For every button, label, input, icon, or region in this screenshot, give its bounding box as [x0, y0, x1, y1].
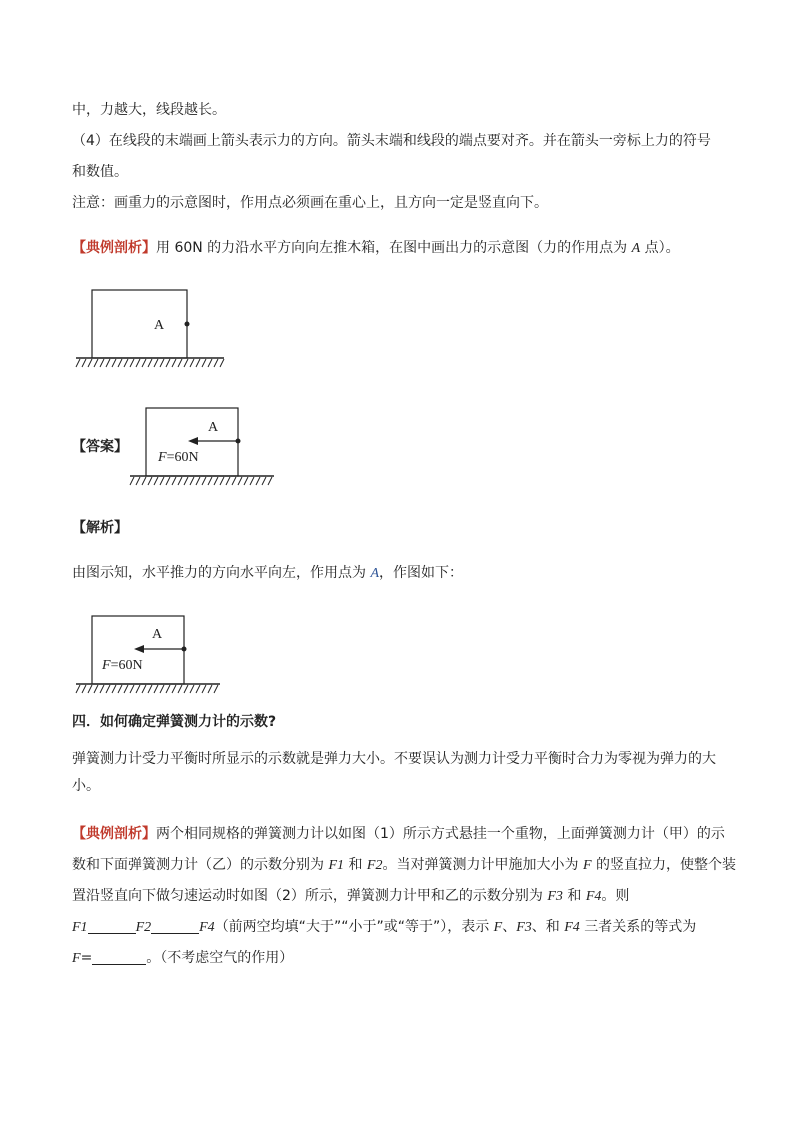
force-symbol: F — [102, 658, 111, 673]
symbol-F1: F1 — [72, 920, 88, 935]
text-line: （4）在线段的末端画上箭头表示力的方向。箭头末端和线段的端点要对齐。并在箭头一旁标上力的符号 — [72, 133, 711, 149]
symbol-F: F — [582, 858, 592, 873]
example-text: = — [80, 950, 93, 966]
example-text: 点）。 — [640, 240, 680, 256]
example-text: 。则 — [601, 888, 630, 904]
box-figure — [74, 285, 234, 375]
symbol-F: F — [72, 951, 81, 966]
symbol-F4: F4 — [564, 920, 580, 935]
symbol-F4: F4 — [199, 920, 215, 935]
example-text: 用 60N 的力沿水平方向向左推木箱，在图中画出力的示意图（力的作用点为 — [156, 240, 632, 256]
point-label: A — [152, 627, 163, 642]
note-line: 注意：画重力的示意图时，作用点必须画在重心上，且方向一定是竖直向下。 — [72, 195, 548, 211]
symbol-F1: F1 — [328, 858, 345, 873]
example-1-prompt — [72, 238, 680, 259]
analysis-label: 【解析】 — [72, 520, 128, 536]
example-text: 、和 — [531, 919, 565, 935]
analysis-text-a: 由图示知，水平推力的方向水平向左，作用点为 — [72, 565, 371, 581]
answer-blank[interactable] — [151, 919, 199, 934]
answer-blank[interactable] — [92, 950, 146, 965]
example-text: 和 — [562, 888, 586, 904]
point-label: A — [208, 420, 219, 435]
symbol-F3: F3 — [516, 920, 532, 935]
answer-figure — [128, 404, 278, 492]
example-tag: 【典例剖析】 — [72, 826, 156, 842]
section-heading: 四．如何确定弹簧测力计的示数? — [72, 714, 277, 730]
example-text: 数和下面弹簧测力计（乙）的示数分别为 — [72, 857, 329, 873]
example-2-line — [72, 917, 696, 938]
example-text: 。（不考虑空气的作用） — [146, 950, 294, 966]
force-value: =60N — [166, 450, 199, 465]
example-2-line — [72, 886, 629, 907]
symbol-F2: F2 — [135, 920, 152, 935]
answer-label: 【答案】 — [72, 439, 128, 455]
symbol-F: F — [493, 920, 503, 935]
symbol-F2: F2 — [366, 858, 383, 873]
force-symbol: F — [158, 450, 167, 465]
point-label: A — [154, 318, 165, 333]
example-tag: 【典例剖析】 — [72, 240, 156, 256]
point-symbol: A — [631, 241, 641, 256]
section-text: 弹簧测力计受力平衡时所显示的示数就是弹力大小。不要误认为测力计受力平衡时合力为零视为弹力的大 — [72, 751, 716, 767]
analysis-text-b: ，作图如下： — [379, 565, 464, 581]
example-2-line — [72, 824, 725, 844]
answer-blank[interactable] — [88, 919, 136, 934]
analysis-figure — [74, 612, 224, 700]
example-text: 三者关系的等式为 — [579, 919, 697, 935]
example-text: 的竖直拉力，使整个装 — [591, 857, 736, 873]
example-2-line — [72, 855, 736, 876]
example-text: 置沿竖直向下做匀速运动时如图（2）所示，弹簧测力计甲和乙的示数分别为 — [72, 888, 548, 904]
svg-text:F=60N — [101, 658, 143, 673]
text-line: 和数值。 — [72, 164, 128, 180]
section-text: 小。 — [72, 778, 100, 794]
point-symbol: A — [370, 566, 380, 581]
example-text: 。当对弹簧测力计甲施加大小为 — [382, 857, 583, 873]
symbol-F3: F3 — [547, 889, 563, 904]
example-text: 和 — [344, 857, 367, 873]
force-value: =60N — [110, 658, 143, 673]
example-2-line — [72, 948, 293, 969]
example-text: （前两空均填“大于”“小于”或“等于”），表示 — [214, 919, 494, 935]
example-text: 、 — [502, 919, 517, 935]
svg-text:F=60N — [157, 450, 199, 465]
analysis-text — [72, 563, 463, 584]
symbol-F4: F4 — [585, 889, 602, 904]
example-text: 两个相同规格的弹簧测力计以如图（1）所示方式悬挂一个重物，上面弹簧测力计（甲）的示 — [156, 826, 725, 842]
text-line: 中，力越大，线段越长。 — [72, 102, 226, 118]
